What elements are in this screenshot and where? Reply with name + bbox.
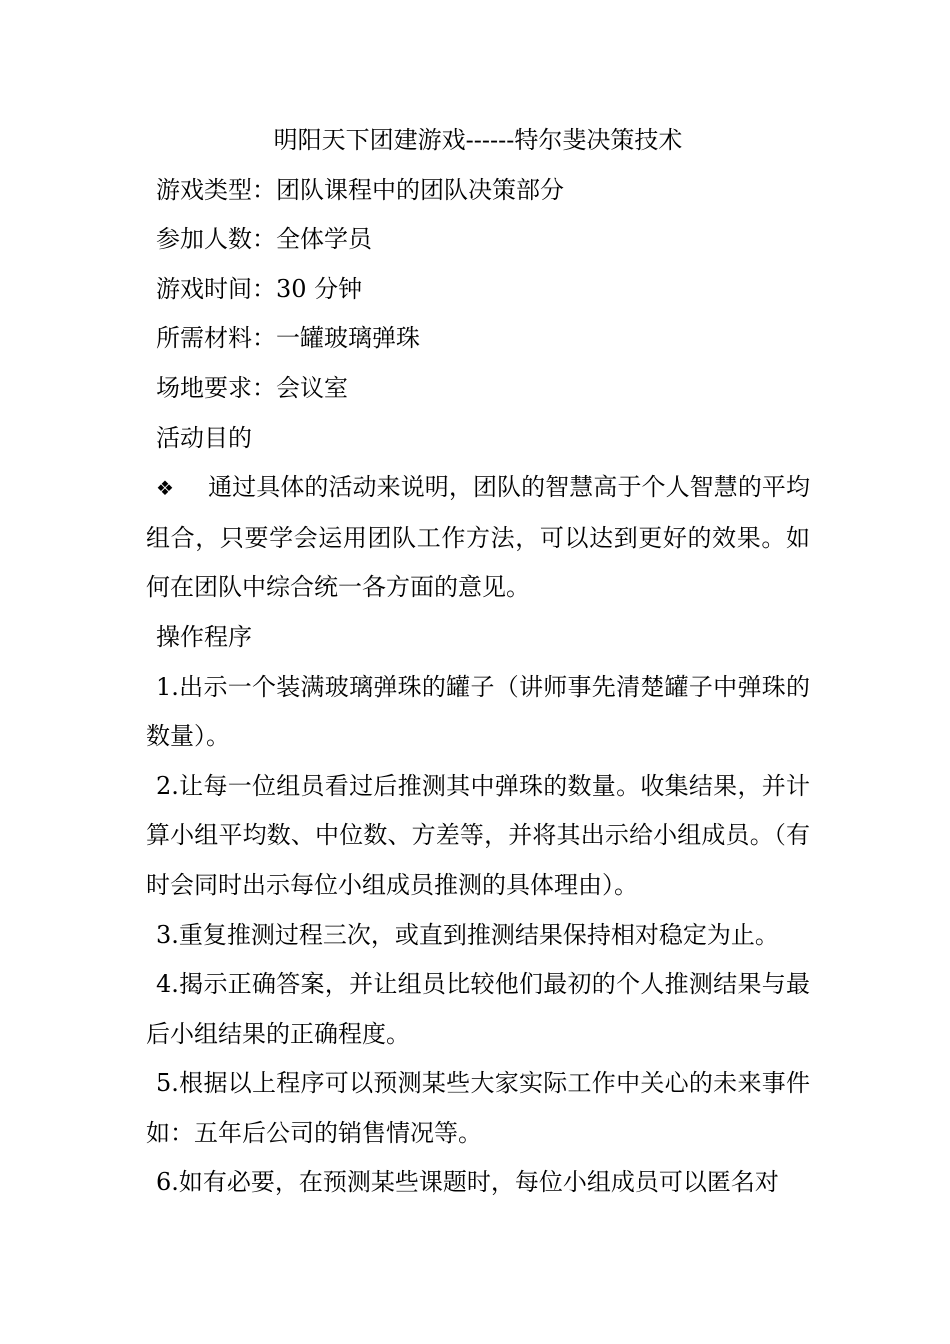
procedure-heading: 操作程序 <box>156 622 252 651</box>
document-body <box>146 116 810 1208</box>
field-venue: 场地要求：会议室 <box>156 373 348 402</box>
procedure-step-5: 5.根据以上程序可以预测某些大家实际工作中关心的未来事件如：五年后公司的销售情况等。 <box>146 1069 810 1147</box>
document-title: 明阳天下团建游戏------特尔斐决策技术 <box>273 126 683 154</box>
procedure-step-3: 3.重复推测过程三次，或直到推测结果保持相对稳定为止。 <box>156 920 779 949</box>
procedure-step-4: 4.揭示正确答案，并让组员比较他们最初的个人推测结果与最后小组结果的正确程度。 <box>146 970 810 1048</box>
field-materials: 所需材料：一罐玻璃弹珠 <box>156 324 420 353</box>
purpose-paragraph <box>146 463 810 613</box>
field-participants: 参加人数：全体学员 <box>156 225 372 254</box>
procedure-step-6: 6.如有必要，在预测某些课题时，每位小组成员可以匿名对 <box>156 1168 779 1197</box>
purpose-text: 通过具体的活动来说明，团队的智慧高于个人智慧的平均组合，只要学会运用团队工作方法，可以达到更好的效果。如何在团队中综合统一各方面的意见。 <box>146 473 810 602</box>
field-game-type: 游戏类型：团队课程中的团队决策部分 <box>156 175 564 204</box>
diamond-bullet-icon: ❖ <box>156 476 174 501</box>
procedure-step-1: 1.出示一个装满玻璃弹珠的罐子（讲师事先清楚罐子中弹珠的数量）。 <box>146 672 810 751</box>
procedure-step-2: 2.让每一位组员看过后推测其中弹珠的数量。收集结果，并计算小组平均数、中位数、方差等，并将其出示给小组成员。（有时会同时出示每位小组成员推测的具体理由）。 <box>146 771 810 899</box>
field-game-time: 游戏时间：30 分钟 <box>156 274 363 303</box>
purpose-heading: 活动目的 <box>156 423 252 452</box>
